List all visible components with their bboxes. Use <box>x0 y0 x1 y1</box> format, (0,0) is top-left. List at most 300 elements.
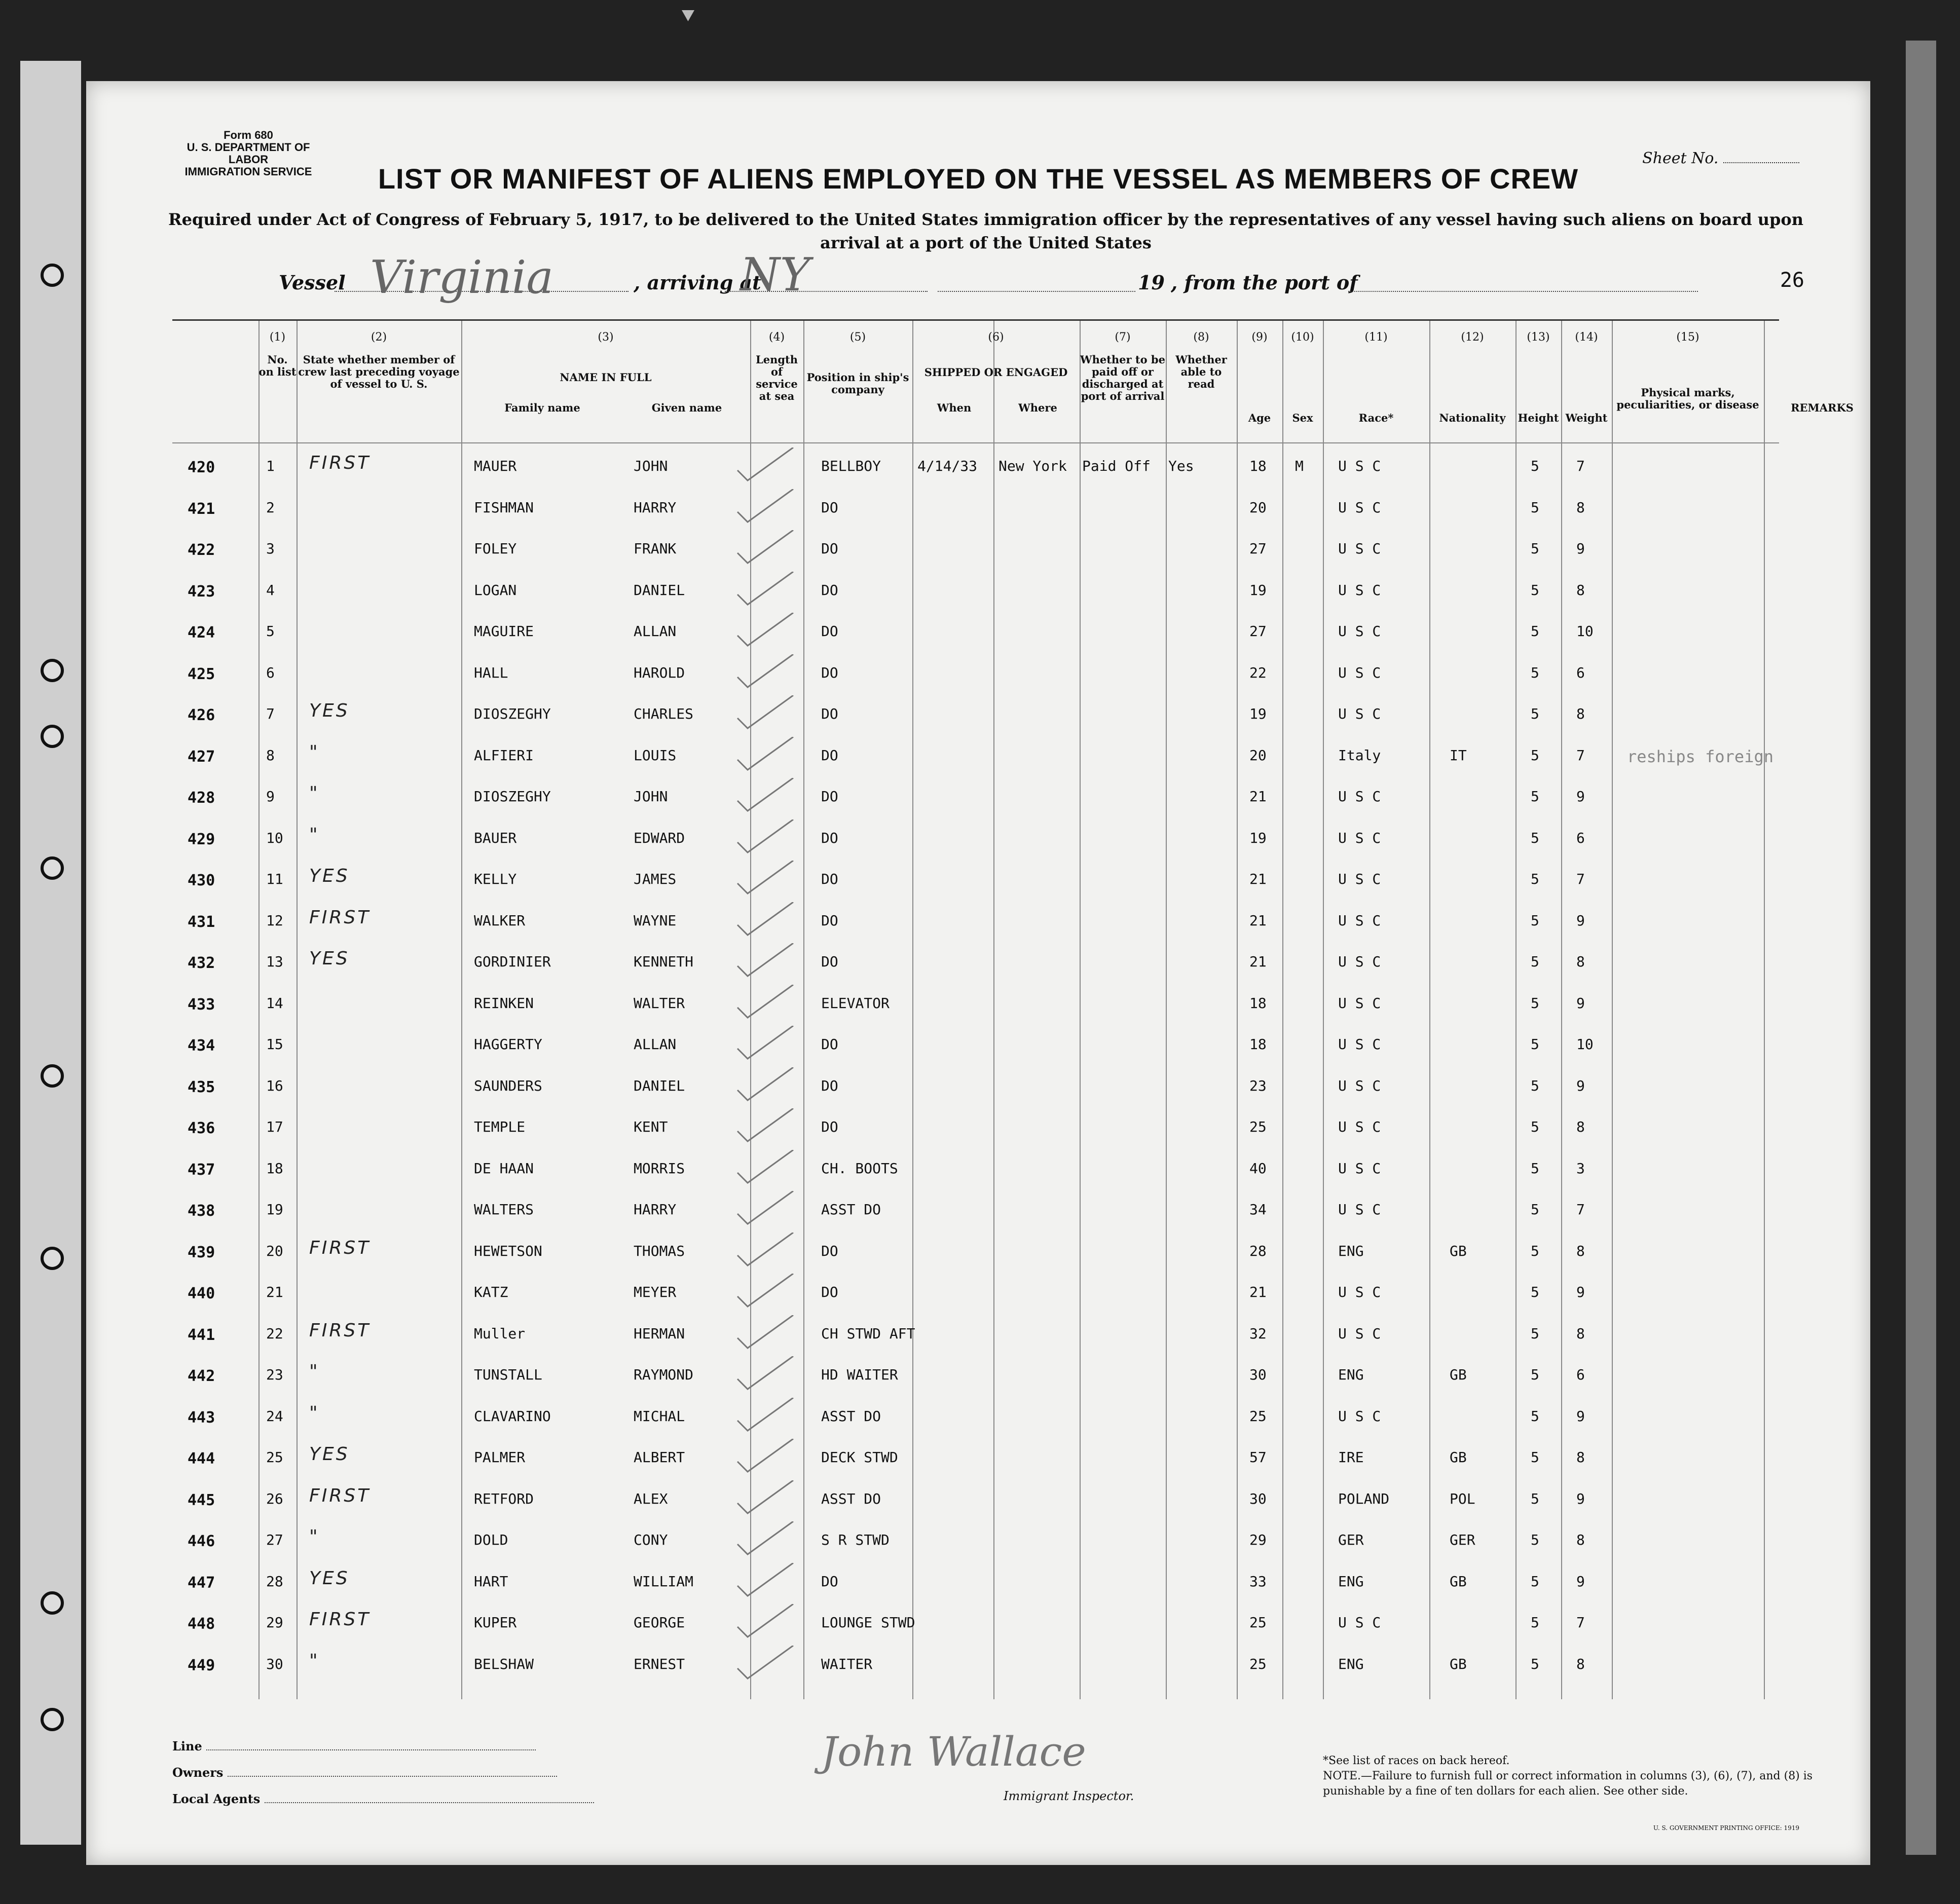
position-cell: DO <box>821 623 838 640</box>
table-row <box>172 1274 1779 1314</box>
given-name-cell: HERMAN <box>634 1325 685 1342</box>
race-cell: U S C <box>1338 871 1381 887</box>
weight-cell: 7 <box>1576 746 1585 764</box>
family-name-cell: MAUER <box>474 458 517 474</box>
column-number: (12) <box>1461 331 1484 344</box>
race-cell: U S C <box>1338 540 1381 557</box>
row-number: 12 <box>266 912 283 929</box>
height-cell: 5 <box>1531 1160 1539 1177</box>
column-header: Age <box>1248 412 1271 424</box>
race-cell: IRE <box>1338 1449 1364 1466</box>
position-cell: DO <box>821 953 838 970</box>
checkmark-icon <box>735 985 796 1020</box>
position-cell: DO <box>821 540 838 557</box>
table-row <box>172 943 1779 984</box>
height-cell: 5 <box>1531 1118 1539 1135</box>
year-label: 19 <box>1138 271 1165 294</box>
nationality-cell: GB <box>1450 1449 1467 1466</box>
column-header: Given name <box>651 401 722 414</box>
race-cell: GER <box>1338 1532 1364 1548</box>
family-name-cell: HALL <box>474 664 508 681</box>
given-name-cell: HARRY <box>634 499 677 516</box>
race-cell: U S C <box>1338 623 1381 640</box>
inspector-signature: John Wallace <box>821 1728 1086 1775</box>
row-number: 1 <box>266 458 275 474</box>
nationality-cell: GB <box>1450 1242 1467 1259</box>
race-cell: U S C <box>1338 581 1381 599</box>
checkmark-icon <box>735 737 796 772</box>
given-name-cell: LOUIS <box>634 746 677 764</box>
table-row <box>172 447 1779 488</box>
table-row <box>172 1233 1779 1273</box>
checkmark-icon <box>735 489 796 525</box>
shipped-when-cell: 4/14/33 <box>917 458 978 474</box>
column-number: (10) <box>1291 331 1314 344</box>
height-cell: 5 <box>1531 1490 1539 1507</box>
column-number: (15) <box>1676 331 1699 344</box>
form-number: Form 680 <box>224 129 273 141</box>
height-cell: 5 <box>1531 953 1539 970</box>
position-cell: DO <box>821 664 838 681</box>
prev-voyage-cell: " <box>309 783 320 804</box>
able-to-read-cell: Yes <box>1168 458 1194 474</box>
weight-cell: 9 <box>1576 540 1585 557</box>
position-cell: DECK STWD <box>821 1449 898 1466</box>
prev-voyage-cell: " <box>309 1361 320 1382</box>
archive-line-number: 429 <box>188 830 215 848</box>
given-name-cell: DANIEL <box>634 1077 685 1094</box>
table-row <box>172 530 1779 571</box>
archive-line-number: 441 <box>188 1326 215 1344</box>
table-row <box>172 1398 1779 1438</box>
row-number: 4 <box>266 581 275 599</box>
age-cell: 27 <box>1249 623 1267 640</box>
binder-hole <box>41 659 64 682</box>
row-number: 15 <box>266 1036 283 1053</box>
height-cell: 5 <box>1531 1573 1539 1590</box>
weight-cell: 9 <box>1576 912 1585 929</box>
given-name-cell: WILLIAM <box>634 1573 694 1590</box>
table-row <box>172 1315 1779 1356</box>
age-cell: 34 <box>1249 1201 1267 1218</box>
height-cell: 5 <box>1531 871 1539 887</box>
department-name: U. S. DEPARTMENT OF LABOR <box>187 141 310 166</box>
sex-cell: M <box>1295 458 1304 474</box>
checkmark-icon <box>735 1398 796 1433</box>
age-cell: 29 <box>1249 1532 1267 1548</box>
archive-line-number: 431 <box>188 913 215 931</box>
archive-line-number: 447 <box>188 1574 215 1592</box>
nationality-cell: IT <box>1450 746 1467 764</box>
family-name-cell: GORDINIER <box>474 953 551 970</box>
column-header: SHIPPED OR ENGAGED <box>924 366 1068 379</box>
checkmark-icon <box>735 1439 796 1474</box>
table-row <box>172 1191 1779 1231</box>
race-cell: U S C <box>1338 788 1381 805</box>
family-name-cell: MAGUIRE <box>474 623 534 640</box>
height-cell: 5 <box>1531 1449 1539 1466</box>
given-name-cell: FRANK <box>634 540 677 557</box>
given-name-cell: ALBERT <box>634 1449 685 1466</box>
checkmark-icon <box>735 613 796 648</box>
prev-voyage-cell: YES <box>309 866 350 886</box>
position-cell: DO <box>821 581 838 599</box>
archive-line-number: 437 <box>188 1161 215 1179</box>
race-cell: U S C <box>1338 1284 1381 1300</box>
binder-hole <box>41 1591 64 1615</box>
position-cell: DO <box>821 499 838 516</box>
weight-cell: 10 <box>1576 623 1594 640</box>
given-name-cell: MEYER <box>634 1284 677 1300</box>
column-header: Height <box>1518 412 1559 424</box>
race-cell: U S C <box>1338 1201 1381 1218</box>
position-cell: ASST DO <box>821 1407 881 1425</box>
table-row <box>172 1026 1779 1066</box>
row-number: 8 <box>266 746 275 764</box>
given-name-cell: HAROLD <box>634 664 685 681</box>
race-cell: U S C <box>1338 1325 1381 1342</box>
age-cell: 32 <box>1249 1325 1267 1342</box>
table-row <box>172 1067 1779 1108</box>
prev-voyage-cell: FIRST <box>309 453 371 473</box>
family-name-cell: TUNSTALL <box>474 1366 542 1383</box>
column-header: Whether able to read <box>1175 353 1227 390</box>
archive-line-number: 427 <box>188 748 215 766</box>
table-row <box>172 819 1779 860</box>
prev-voyage-cell: " <box>309 824 320 845</box>
height-cell: 5 <box>1531 1325 1539 1342</box>
archive-line-number: 446 <box>188 1533 215 1550</box>
weight-cell: 9 <box>1576 1573 1585 1590</box>
column-number: (13) <box>1527 331 1550 344</box>
family-name-cell: DIOSZEGHY <box>474 788 551 805</box>
race-cell: Italy <box>1338 746 1381 764</box>
paid-off-cell: Paid Off <box>1082 458 1151 474</box>
row-number: 10 <box>266 829 283 846</box>
archive-line-number: 420 <box>188 459 215 476</box>
position-cell: DO <box>821 705 838 722</box>
race-cell: U S C <box>1338 994 1381 1012</box>
printer-imprint: U. S. GOVERNMENT PRINTING OFFICE: 1919 <box>1653 1824 1799 1832</box>
binder-hole <box>41 725 64 748</box>
column-number: (8) <box>1193 331 1209 344</box>
family-name-cell: FISHMAN <box>474 499 534 516</box>
archive-line-number: 432 <box>188 954 215 972</box>
weight-cell: 6 <box>1576 664 1585 681</box>
scan-top-marker <box>682 10 694 21</box>
table-row <box>172 1480 1779 1521</box>
table-row <box>172 861 1779 901</box>
row-number: 9 <box>266 788 275 805</box>
checkmark-icon <box>735 1108 796 1144</box>
nationality-cell: POL <box>1450 1490 1475 1507</box>
position-cell: DO <box>821 1036 838 1053</box>
prev-voyage-cell: YES <box>309 1444 350 1465</box>
height-cell: 5 <box>1531 1036 1539 1053</box>
family-name-cell: TEMPLE <box>474 1118 526 1135</box>
from-port-field[interactable] <box>1348 290 1698 292</box>
row-number: 21 <box>266 1284 283 1300</box>
column-header: Race* <box>1358 412 1394 424</box>
height-cell: 5 <box>1531 1201 1539 1218</box>
table-row <box>172 1356 1779 1397</box>
position-cell: ASST DO <box>821 1201 881 1218</box>
row-number: 6 <box>266 664 275 681</box>
column-number: (2) <box>371 331 387 344</box>
column-header: When <box>937 401 972 414</box>
given-name-cell: HARRY <box>634 1201 677 1218</box>
table-row <box>172 1604 1779 1645</box>
binder-hole <box>41 264 64 287</box>
line-field[interactable] <box>206 1749 536 1750</box>
position-cell: DO <box>821 829 838 846</box>
races-note: *See list of races on back hereof. <box>1323 1754 1510 1767</box>
family-name-cell: ALFIERI <box>474 746 534 764</box>
checkmark-icon <box>735 778 796 813</box>
footer-owners-row <box>172 1760 594 1786</box>
manifest-page <box>86 81 1870 1865</box>
race-cell: U S C <box>1338 1036 1381 1053</box>
age-cell: 30 <box>1249 1366 1267 1383</box>
race-cell: ENG <box>1338 1573 1364 1590</box>
given-name-cell: EDWARD <box>634 829 685 846</box>
prev-voyage-cell: FIRST <box>309 1237 371 1258</box>
family-name-cell: BAUER <box>474 829 517 846</box>
given-name-cell: CONY <box>634 1532 668 1548</box>
weight-cell: 8 <box>1576 1325 1585 1342</box>
weight-cell: 8 <box>1576 953 1585 970</box>
weight-cell: 8 <box>1576 499 1585 516</box>
race-cell: U S C <box>1338 1077 1381 1094</box>
checkmark-icon <box>735 1274 796 1309</box>
row-number: 24 <box>266 1407 283 1425</box>
race-cell: POLAND <box>1338 1490 1390 1507</box>
weight-cell: 8 <box>1576 1655 1585 1672</box>
weight-cell: 9 <box>1576 1490 1585 1507</box>
prev-voyage-cell: " <box>309 741 320 763</box>
binder-hole <box>41 1247 64 1270</box>
family-name-cell: KELLY <box>474 871 517 887</box>
archive-line-number: 445 <box>188 1491 215 1509</box>
position-cell: LOUNGE STWD <box>821 1614 915 1631</box>
checkmark-icon <box>735 1521 796 1557</box>
table-row <box>172 489 1779 530</box>
weight-cell: 3 <box>1576 1160 1585 1177</box>
checkmark-icon <box>735 1191 796 1226</box>
page-subtitle: Required under Act of Congress of February 5, 1917, to be delivered to the United States immigration officer by the representatives of any vessel having such aliens on board upon arrival at a port of the United States <box>168 210 1803 252</box>
archive-line-number: 436 <box>188 1119 215 1137</box>
checkmark-icon <box>735 654 796 690</box>
row-number: 22 <box>266 1325 283 1342</box>
archive-line-number: 423 <box>188 582 215 601</box>
page-title: LIST OR MANIFEST OF ALIENS EMPLOYED ON THE VESSEL AS MEMBERS OF CREW <box>378 163 1579 195</box>
footer-agents-row <box>172 1786 594 1812</box>
prev-voyage-cell: FIRST <box>309 1485 371 1506</box>
race-cell: U S C <box>1338 664 1381 681</box>
table-row <box>172 1521 1779 1562</box>
line-label: Line <box>172 1739 202 1753</box>
row-number: 20 <box>266 1242 283 1259</box>
race-cell: U S C <box>1338 705 1381 722</box>
weight-cell: 7 <box>1576 871 1585 887</box>
row-number: 30 <box>266 1655 283 1672</box>
family-name-cell: LOGAN <box>474 581 517 599</box>
archive-line-number: 425 <box>188 665 215 683</box>
age-cell: 21 <box>1249 788 1267 805</box>
height-cell: 5 <box>1531 458 1539 474</box>
column-header: State whether member of crew last preceding voyage of vessel to U. S. <box>298 353 460 390</box>
weight-cell: 8 <box>1576 1118 1585 1135</box>
checkmark-icon <box>735 943 796 979</box>
race-cell: U S C <box>1338 1407 1381 1425</box>
checkmark-icon <box>735 861 796 896</box>
family-name-cell: HAGGERTY <box>474 1036 542 1053</box>
given-name-cell: MORRIS <box>634 1160 685 1177</box>
family-name-cell: RETFORD <box>474 1490 534 1507</box>
height-cell: 5 <box>1531 912 1539 929</box>
archive-line-number: 439 <box>188 1243 215 1261</box>
checkmark-icon <box>735 1480 796 1516</box>
row-number: 18 <box>266 1160 283 1177</box>
adjacent-page-strip <box>20 61 81 1845</box>
age-cell: 18 <box>1249 994 1267 1012</box>
checkmark-icon <box>735 1233 796 1268</box>
column-header: Nationality <box>1439 412 1506 424</box>
column-header: Whether to be paid off or discharged at port of arrival <box>1080 353 1165 402</box>
weight-cell: 7 <box>1576 1201 1585 1218</box>
given-name-cell: ALLAN <box>634 1036 677 1053</box>
age-cell: 19 <box>1249 581 1267 599</box>
race-cell: U S C <box>1338 953 1381 970</box>
column-header: REMARKS <box>1791 401 1854 414</box>
owners-label: Owners <box>172 1765 224 1780</box>
family-name-cell: PALMER <box>474 1449 526 1466</box>
penalty-note: NOTE.—Failure to furnish full or correct information in columns (3), (6), (7), and (8) is punishable by a fine of ten dollars for each alien. See other side. <box>1323 1770 1813 1798</box>
height-cell: 5 <box>1531 994 1539 1012</box>
column-header: No. on list <box>258 353 297 378</box>
table-row <box>172 902 1779 943</box>
table-row <box>172 737 1779 777</box>
prev-voyage-cell: FIRST <box>309 1320 371 1341</box>
family-name-cell: DIOSZEGHY <box>474 705 551 722</box>
archive-line-number: 424 <box>188 624 215 642</box>
age-cell: 40 <box>1249 1160 1267 1177</box>
prev-voyage-cell: YES <box>309 1567 350 1589</box>
nationality-cell: GB <box>1450 1573 1467 1590</box>
family-name-cell: HART <box>474 1573 508 1590</box>
archive-line-number: 421 <box>188 500 215 518</box>
checkmark-icon <box>735 1150 796 1185</box>
arriving-value: NY <box>740 248 810 302</box>
weight-cell: 9 <box>1576 1077 1585 1094</box>
age-cell: 23 <box>1249 1077 1267 1094</box>
weight-cell: 8 <box>1576 705 1585 722</box>
footer-fields <box>172 1733 594 1812</box>
given-name-cell: JOHN <box>634 788 668 805</box>
table-row <box>172 1563 1779 1603</box>
table-row <box>172 572 1779 612</box>
checkmark-icon <box>735 1026 796 1061</box>
given-name-cell: KENNETH <box>634 953 694 970</box>
checkmark-icon <box>735 1563 796 1598</box>
height-cell: 5 <box>1531 788 1539 805</box>
column-number: (11) <box>1364 331 1388 344</box>
age-cell: 57 <box>1249 1449 1267 1466</box>
column-number: (7) <box>1115 331 1131 344</box>
position-cell: DO <box>821 746 838 764</box>
row-number: 29 <box>266 1614 283 1631</box>
height-cell: 5 <box>1531 540 1539 557</box>
age-cell: 20 <box>1249 499 1267 516</box>
row-number: 17 <box>266 1118 283 1135</box>
height-cell: 5 <box>1531 1655 1539 1672</box>
weight-cell: 6 <box>1576 1366 1585 1383</box>
given-name-cell: THOMAS <box>634 1242 685 1259</box>
archive-line-number: 430 <box>188 872 215 889</box>
table-row <box>172 778 1779 818</box>
archive-line-number: 449 <box>188 1656 215 1674</box>
column-number: (5) <box>849 331 866 344</box>
family-name-cell: SAUNDERS <box>474 1077 542 1094</box>
table-row <box>172 613 1779 653</box>
checkmark-icon <box>735 447 796 483</box>
checkmark-icon <box>735 902 796 938</box>
owners-field[interactable] <box>228 1776 557 1777</box>
nationality-cell: GB <box>1450 1655 1467 1672</box>
archive-line-number: 435 <box>188 1078 215 1096</box>
position-cell: BELLBOY <box>821 458 881 474</box>
row-number: 16 <box>266 1077 283 1094</box>
row-number: 25 <box>266 1449 283 1466</box>
height-cell: 5 <box>1531 1614 1539 1631</box>
prev-voyage-cell: " <box>309 1526 320 1547</box>
binder-hole <box>41 856 64 880</box>
footer-line-row <box>172 1733 594 1760</box>
agents-field[interactable] <box>265 1802 594 1803</box>
vessel-value: Virginia <box>370 251 554 304</box>
position-cell: CH. BOOTS <box>821 1160 898 1177</box>
table-row <box>172 654 1779 695</box>
table-row <box>172 985 1779 1025</box>
position-cell: ASST DO <box>821 1490 881 1507</box>
date-field[interactable] <box>938 290 1135 292</box>
checkmark-icon <box>735 1604 796 1639</box>
family-name-cell: FOLEY <box>474 540 517 557</box>
row-number: 23 <box>266 1366 283 1383</box>
race-cell: U S C <box>1338 458 1381 474</box>
from-port-label: , from the port of <box>1171 271 1358 294</box>
height-cell: 5 <box>1531 623 1539 640</box>
checkmark-icon <box>735 695 796 731</box>
age-cell: 18 <box>1249 458 1267 474</box>
race-cell: U S C <box>1338 499 1381 516</box>
age-cell: 33 <box>1249 1573 1267 1590</box>
weight-cell: 9 <box>1576 994 1585 1012</box>
race-cell: U S C <box>1338 1614 1381 1631</box>
column-header: Physical marks, peculiarities, or disease <box>1616 386 1759 411</box>
position-cell: WAITER <box>821 1655 873 1672</box>
given-name-cell: WAYNE <box>634 912 677 929</box>
age-cell: 20 <box>1249 746 1267 764</box>
weight-cell: 9 <box>1576 1284 1585 1300</box>
checkmark-icon <box>735 819 796 855</box>
given-name-cell: JOHN <box>634 458 668 474</box>
given-name-cell: DANIEL <box>634 581 685 599</box>
footer-notes <box>1323 1753 1855 1799</box>
family-name-cell: CLAVARINO <box>474 1407 551 1425</box>
shipped-where-cell: New York <box>999 458 1067 474</box>
position-cell: DO <box>821 1118 838 1135</box>
